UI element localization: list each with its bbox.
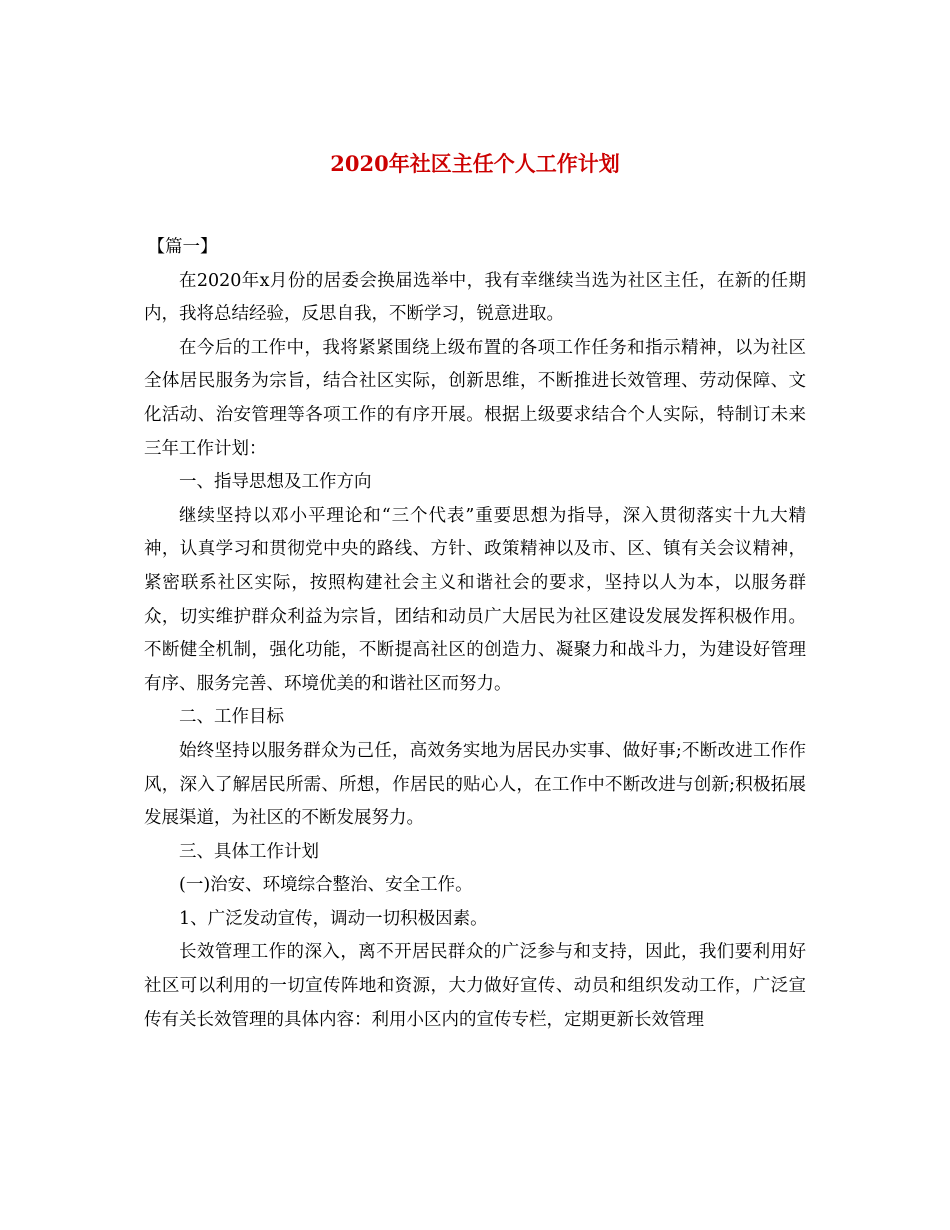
document-body xyxy=(144,231,806,1037)
section-heading: 二、工作目标 xyxy=(179,707,284,728)
paragraph: 长效管理工作的深入，离不开居民群众的广泛参与和支持，因此，我们要利用好社区可以利用的一切宣传阵地和资源，大力做好宣传、动员和组织发动工作，广泛宣传有关长效管理的具体内容：利用小区内的宣传专栏，定期更新长效管理 xyxy=(144,942,806,1030)
paragraph: 继续坚持以邓小平理论和“三个代表”重要思想为指导，深入贯彻落实十九大精神，认真学习和贯彻党中央的路线、方针、政策精神以及市、区、镇有关会议精神，紧密联系社区实际，按照构建社会主义和谐社会的要求，坚持以人为本，以服务群众，切实维护群众利益为宗旨，团结和动员广大居民为社区建设发展发挥积极作用。不断健全机制，强化功能，不断提高社区的创造力、凝聚力和战斗力，为建设好管理有序、服务完善、环境优美的和谐社区而努力。 xyxy=(144,505,806,694)
section-heading: 一、指导思想及工作方向 xyxy=(179,472,372,493)
subsection-heading: (一)治安、环境综合整治、安全工作。 xyxy=(179,875,473,896)
subsection-heading: 1、广泛发动宣传，调动一切积极因素。 xyxy=(179,908,488,929)
paragraph: 在2020年x月份的居委会换届选举中，我有幸继续当选为社区主任，在新的任期内，我将总结经验，反思自我，不断学习，锐意进取。 xyxy=(144,270,806,325)
paragraph: 始终坚持以服务群众为己任，高效务实地为居民办实事、做好事;不断改进工作作风，深入了解居民所需、所想，作居民的贴心人，在工作中不断改进与创新;积极拓展发展渠道，为社区的不断发展努力。 xyxy=(144,740,806,829)
paragraph: 在今后的工作中，我将紧紧围绕上级布置的各项工作任务和指示精神，以为社区全体居民服务为宗旨，结合社区实际，创新思维，不断推进长效管理、劳动保障、文化活动、治安管理等各项工作的有序开展。根据上级要求结合个人实际，特制订未来三年工作计划： xyxy=(144,337,806,459)
document-title: 2020年社区主任个人工作计划 xyxy=(330,151,620,176)
section-heading: 三、具体工作计划 xyxy=(179,841,319,862)
section-label: 【篇一】 xyxy=(147,237,218,257)
